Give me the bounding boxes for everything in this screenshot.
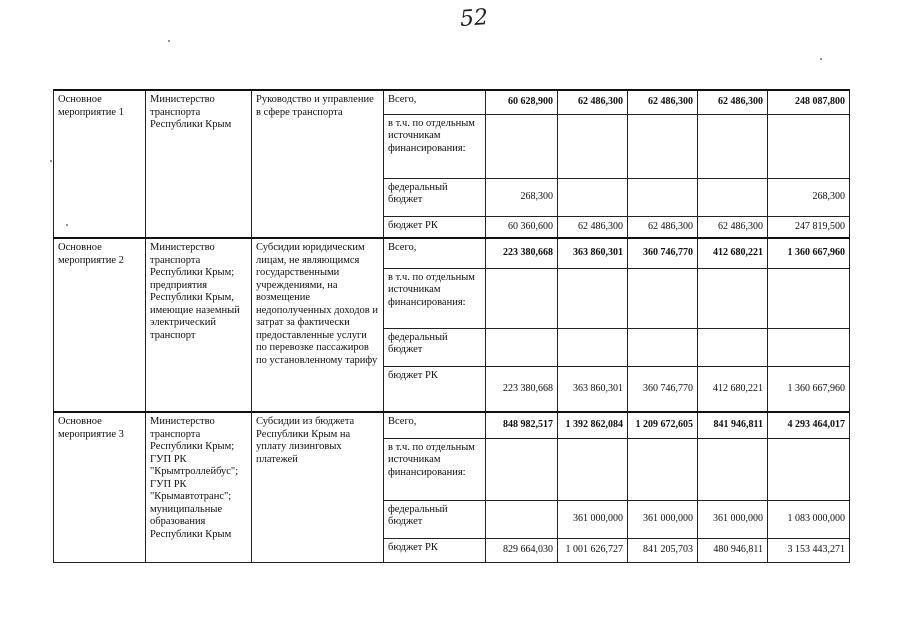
amount-cell: 62 486,300 xyxy=(558,90,628,114)
amount-cell xyxy=(486,268,558,328)
executor-cell: Министерство транспорта Республики Крым; ГУП РК "Крымтроллейбус"; ГУП РК "Крымавтотранс"; муниципальные образования Республики Крым xyxy=(146,412,252,562)
amount-cell xyxy=(768,328,850,366)
amount-cell xyxy=(698,268,768,328)
amount-cell: 841 205,703 xyxy=(628,538,698,562)
amount-cell: 268,300 xyxy=(768,178,850,216)
activity-cell: Основное мероприятие 2 xyxy=(54,238,146,412)
funding-source-cell: бюджет РК xyxy=(384,366,486,412)
description-cell: Руководство и управление в сфере транспорта xyxy=(252,90,384,238)
scan-speck xyxy=(50,160,52,162)
funding-source-cell: в т.ч. по отдельным источникам финансирования: xyxy=(384,438,486,500)
funding-table xyxy=(53,89,850,563)
amount-cell: 829 664,030 xyxy=(486,538,558,562)
funding-source-cell: Всего, xyxy=(384,238,486,268)
activity-cell: Основное мероприятие 1 xyxy=(54,90,146,238)
funding-source-cell: в т.ч. по отдельным источникам финансирования: xyxy=(384,268,486,328)
amount-cell: 248 087,800 xyxy=(768,90,850,114)
amount-cell: 62 486,300 xyxy=(628,216,698,238)
amount-cell xyxy=(558,268,628,328)
funding-source-cell: федеральный бюджет xyxy=(384,328,486,366)
funding-source-cell: бюджет РК xyxy=(384,538,486,562)
amount-cell: 1 001 626,727 xyxy=(558,538,628,562)
amount-cell: 841 946,811 xyxy=(698,412,768,438)
amount-cell: 223 380,668 xyxy=(486,238,558,268)
funding-source-cell: федеральный бюджет xyxy=(384,178,486,216)
amount-cell xyxy=(486,438,558,500)
amount-cell xyxy=(768,268,850,328)
funding-source-cell: бюджет РК xyxy=(384,216,486,238)
amount-cell: 247 819,500 xyxy=(768,216,850,238)
amount-cell: 60 628,900 xyxy=(486,90,558,114)
scan-speck xyxy=(820,58,822,60)
description-cell: Субсидии юридическим лицам, не являющимся государственными учреждениями, на возмещение недополученных доходов и затрат за фактически предоставленные услуги по перевозке пассажиров по установленному тарифу xyxy=(252,238,384,412)
amount-cell xyxy=(558,114,628,178)
funding-source-cell: Всего, xyxy=(384,412,486,438)
amount-cell: 62 486,300 xyxy=(558,216,628,238)
amount-cell xyxy=(768,438,850,500)
amount-cell xyxy=(698,328,768,366)
amount-cell: 60 360,600 xyxy=(486,216,558,238)
amount-cell: 361 000,000 xyxy=(628,500,698,538)
amount-cell: 62 486,300 xyxy=(628,90,698,114)
scan-speck xyxy=(168,40,170,42)
amount-cell xyxy=(698,438,768,500)
amount-cell xyxy=(698,114,768,178)
amount-cell: 363 860,301 xyxy=(558,238,628,268)
amount-cell: 4 293 464,017 xyxy=(768,412,850,438)
amount-cell: 3 153 443,271 xyxy=(768,538,850,562)
amount-cell xyxy=(486,500,558,538)
amount-cell xyxy=(628,438,698,500)
table-row xyxy=(54,90,850,114)
table-row xyxy=(54,412,850,438)
amount-cell xyxy=(558,438,628,500)
executor-cell: Министерство транспорта Республики Крым xyxy=(146,90,252,238)
amount-cell: 62 486,300 xyxy=(698,90,768,114)
amount-cell: 412 680,221 xyxy=(698,238,768,268)
amount-cell xyxy=(768,114,850,178)
amount-cell xyxy=(628,178,698,216)
amount-cell: 412 680,221 xyxy=(698,366,768,412)
amount-cell: 1 083 000,000 xyxy=(768,500,850,538)
table-row xyxy=(54,238,850,268)
amount-cell: 223 380,668 xyxy=(486,366,558,412)
funding-source-cell: Всего, xyxy=(384,90,486,114)
funding-source-cell: в т.ч. по отдельным источникам финансирования: xyxy=(384,114,486,178)
amount-cell: 480 946,811 xyxy=(698,538,768,562)
amount-cell: 62 486,300 xyxy=(698,216,768,238)
amount-cell xyxy=(628,328,698,366)
funding-source-cell: федеральный бюджет xyxy=(384,500,486,538)
amount-cell xyxy=(558,178,628,216)
amount-cell: 360 746,770 xyxy=(628,366,698,412)
amount-cell: 268,300 xyxy=(486,178,558,216)
amount-cell: 363 860,301 xyxy=(558,366,628,412)
amount-cell xyxy=(698,178,768,216)
amount-cell: 848 982,517 xyxy=(486,412,558,438)
amount-cell: 1 209 672,605 xyxy=(628,412,698,438)
amount-cell: 1 360 667,960 xyxy=(768,238,850,268)
amount-cell xyxy=(628,114,698,178)
page-number: 52 xyxy=(459,5,489,32)
activity-cell: Основное мероприятие 3 xyxy=(54,412,146,562)
executor-cell: Министерство транспорта Республики Крым; предприятия Республики Крым, имеющие наземный электрический транспорт xyxy=(146,238,252,412)
amount-cell: 360 746,770 xyxy=(628,238,698,268)
amount-cell xyxy=(486,114,558,178)
description-cell: Субсидии из бюджета Республики Крым на уплату лизинговых платежей xyxy=(252,412,384,562)
amount-cell xyxy=(558,328,628,366)
amount-cell: 361 000,000 xyxy=(558,500,628,538)
amount-cell xyxy=(628,268,698,328)
amount-cell: 1 392 862,084 xyxy=(558,412,628,438)
amount-cell xyxy=(486,328,558,366)
amount-cell: 361 000,000 xyxy=(698,500,768,538)
amount-cell: 1 360 667,960 xyxy=(768,366,850,412)
